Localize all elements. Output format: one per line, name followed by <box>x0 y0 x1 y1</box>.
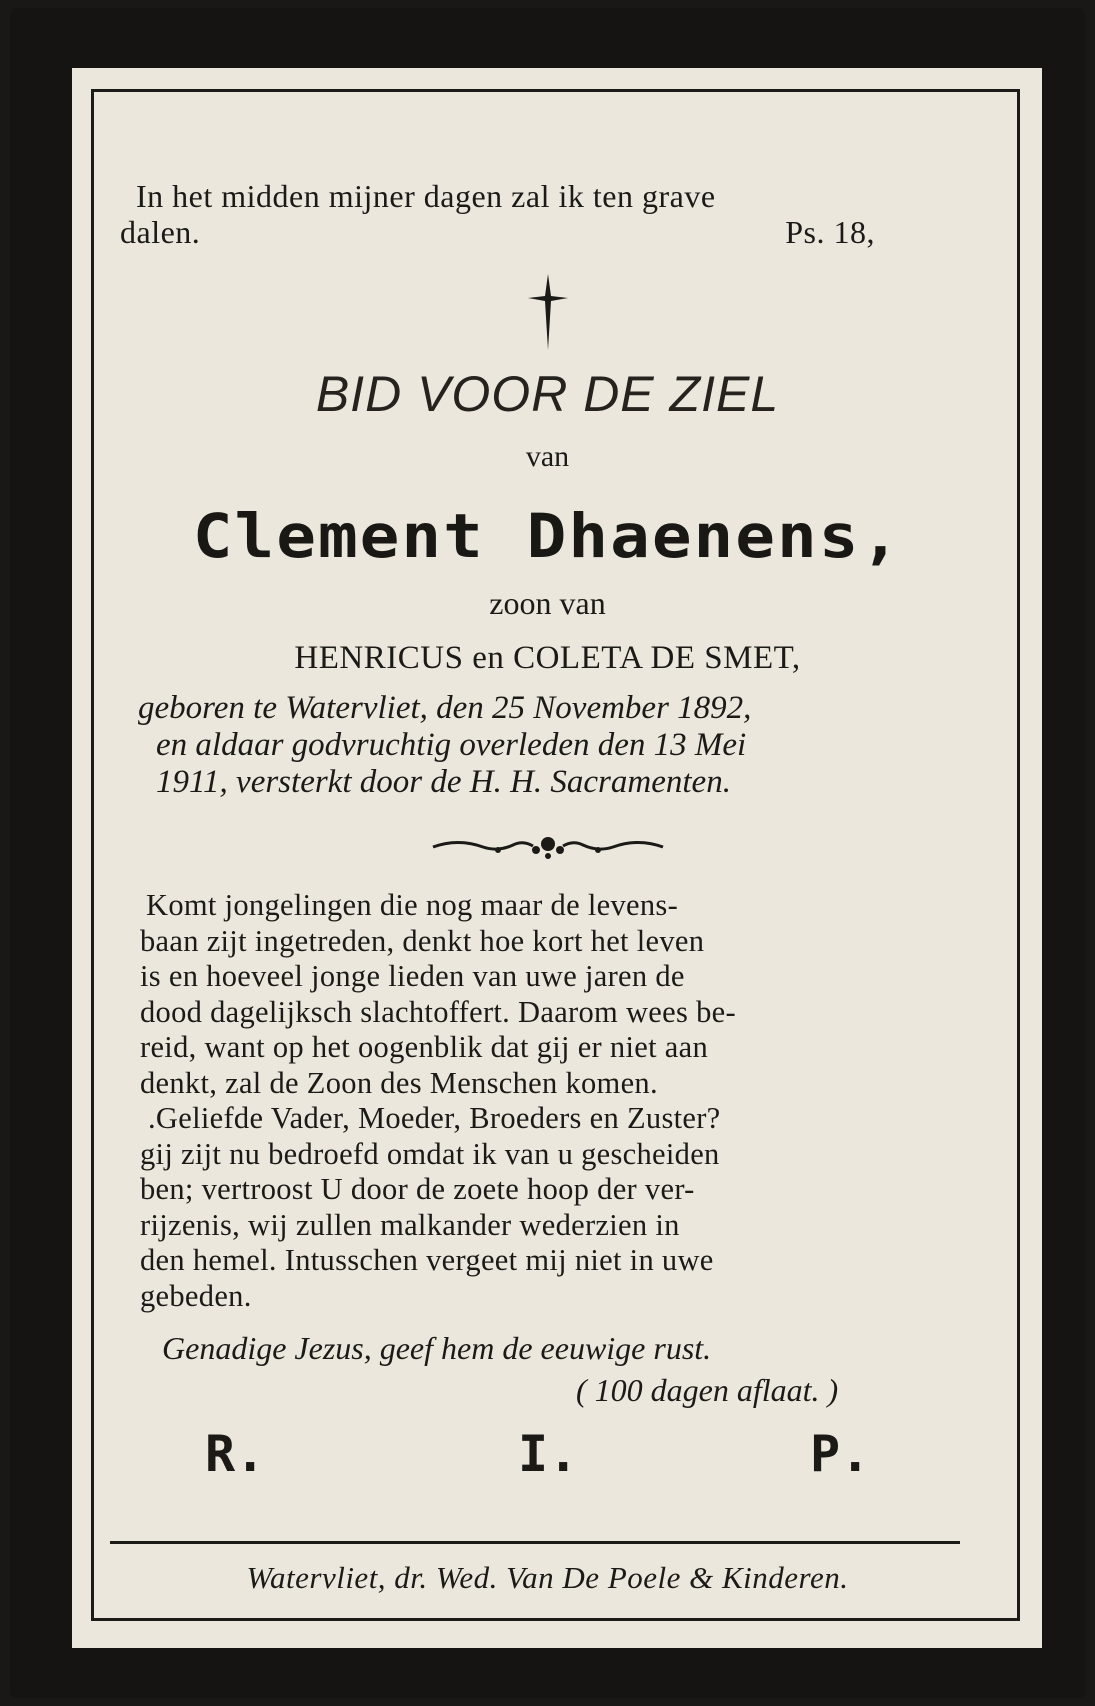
body-line: dood dagelijksch slachtoffert. Daarom wees be- <box>140 994 736 1029</box>
body-line: is en hoeveel jonge lieden van uwe jaren de <box>140 959 685 993</box>
parents-names: HENRICUS en COLETA DE SMET, <box>294 640 801 676</box>
birth-death-details <box>138 690 968 801</box>
rip-letter-r: R. <box>205 1425 266 1483</box>
body-line: denkt, zal de Zoon des Menschen komen. <box>140 1065 658 1100</box>
rip-letter-i: I. <box>518 1425 579 1483</box>
birth-line-2: en aldaar godvruchtig overleden den 13 Mei <box>156 727 747 763</box>
body-line: gij zijt nu bedroefd omdat ik van u gescheiden <box>140 1136 720 1171</box>
psalm-line-2 <box>120 214 875 250</box>
divider-line <box>110 1541 960 1544</box>
body-line: rijzenis, wij zullen malkander wederzien in <box>140 1207 680 1242</box>
psalm-line-2-text: dalen. <box>120 214 201 250</box>
printer-imprint: Watervliet, dr. Wed. Van De Poele & Kinderen. <box>246 1560 849 1595</box>
body-line: den hemel. Intusschen vergeet mij niet in uwe <box>140 1243 714 1277</box>
psalm-reference: Ps. 18, <box>785 214 875 250</box>
psalm-quote <box>120 178 936 250</box>
memorial-text <box>140 888 935 1314</box>
indulgence-note: ( 100 dagen aflaat. ) <box>576 1372 839 1408</box>
psalm-line-1: In het midden mijner dagen zal ik ten grave <box>136 178 716 214</box>
van-text: van <box>525 440 570 473</box>
body-line: Komt jongelingen die nog maar de levens- <box>146 888 679 922</box>
body-line: baan zijt ingetreden, denkt hoe kort het leven <box>140 923 705 958</box>
flourish-ornament-icon <box>0 830 1095 869</box>
deceased-name: Clement Dhaenens, <box>192 501 903 572</box>
zoon-van-text: zoon van <box>489 585 606 621</box>
body-line: ben; vertroost U door de zoete hoop der ver- <box>140 1172 695 1206</box>
body-line: gebeden. <box>140 1278 252 1313</box>
closing-prayer: Genadige Jezus, geef hem de eeuwige rust. <box>162 1330 712 1366</box>
birth-line-1: geboren te Watervliet, den 25 November 1892, <box>138 690 752 726</box>
body-line: .Geliefde Vader, Moeder, Broeders en Zuster? <box>148 1101 721 1135</box>
card-heading: BID VOOR DE ZIEL <box>315 366 780 422</box>
rip-letter-p: P. <box>810 1425 871 1483</box>
body-line: reid, want op het oogenblik dat gij er niet aan <box>140 1030 709 1064</box>
birth-line-3: 1911, versterkt door de H. H. Sacramenten. <box>156 764 731 800</box>
cross-icon <box>0 272 1095 357</box>
